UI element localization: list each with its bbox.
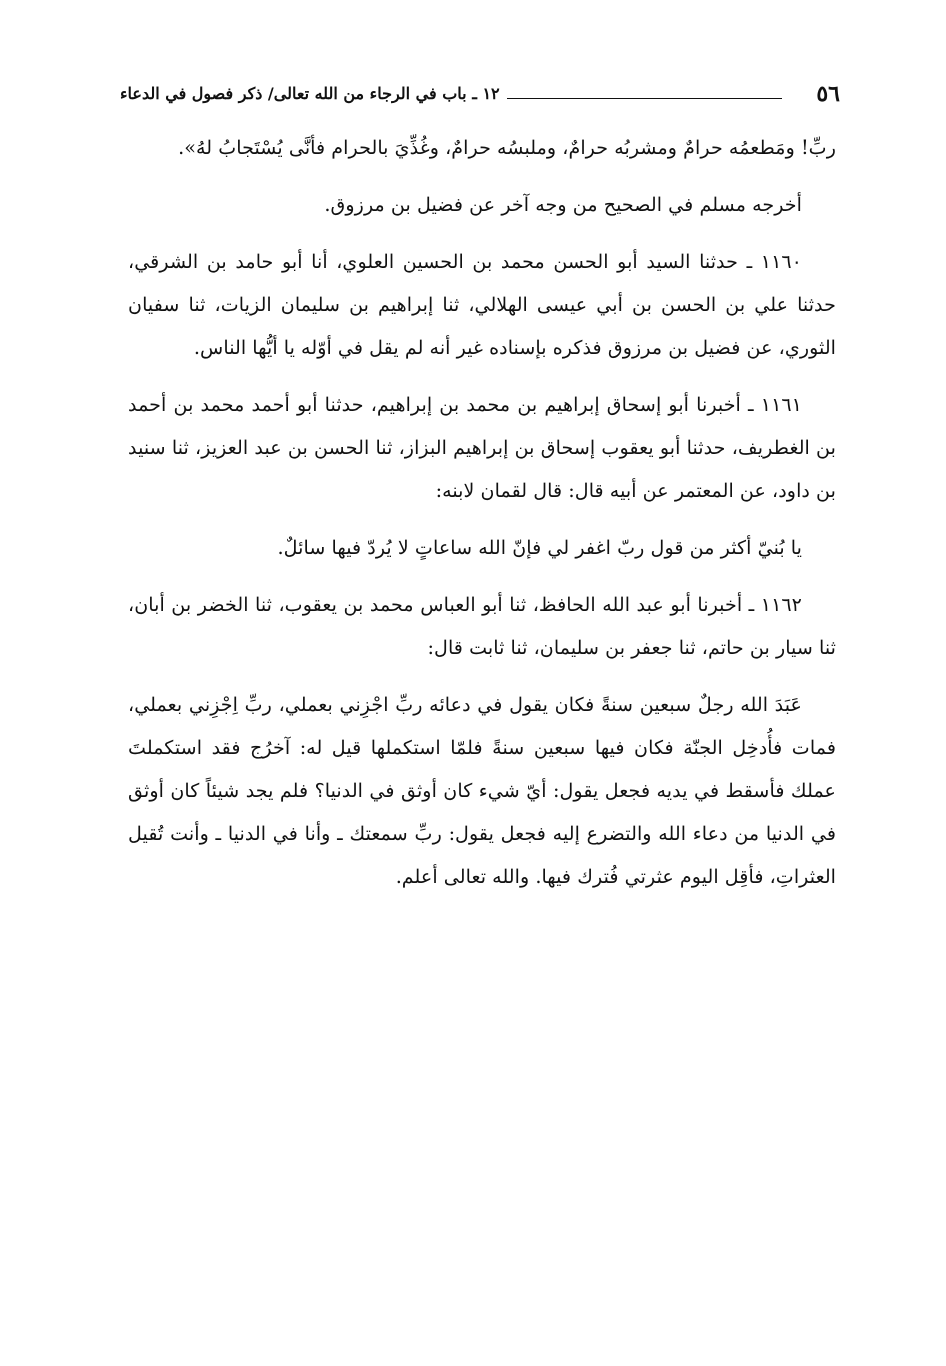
paragraph-takhrij: أخرجه مسلم في الصحيح من وجه آخر عن فضيل بن مرزوق. bbox=[324, 193, 802, 216]
paragraph-1161: ١١٦١ ـ أخبرنا أبو إسحاق إبراهيم بن محمد بن إبراهيم، حدثنا أبو أحمد محمد بن أحمد بن الغطريف، حدثنا أبو يعقوب إسحاق بن إبراهيم البزاز، ثنا الحسن بن عبد العزيز، ثنا سنيد بن داود، عن المعتمر عن أبيه قال: قال لقمان لابنه: bbox=[128, 393, 836, 502]
paragraph-luqman-saying: يا بُنيّ أكثر من قول ربّ اغفر لي فإنّ الله ساعاتٍ لا يُردّ فيها سائلٌ. bbox=[277, 536, 802, 559]
page-header bbox=[120, 78, 840, 112]
page-number: ٥٦ bbox=[816, 81, 840, 107]
paragraph-hadith-end: ربِّ! ومَطعمُه حرامٌ ومشربُه حرامٌ، وملبسُه حرامٌ، وغُذِّيَ بالحرام فأنَّى يُسْتَجابُ لهُ». bbox=[178, 136, 836, 159]
body-text bbox=[128, 126, 836, 898]
paragraph-1162: ١١٦٢ ـ أخبرنا أبو عبد الله الحافظ، ثنا أبو العباس محمد بن يعقوب، ثنا الخضر بن أبان، ثنا سيار بن حاتم، ثنا جعفر بن سليمان، ثنا ثابت قال: bbox=[128, 593, 836, 659]
paragraph-1160: ١١٦٠ ـ حدثنا السيد أبو الحسن محمد بن الحسين العلوي، أنا أبو حامد بن الشرقي، حدثنا علي بن الحسن بن أبي عيسى الهلالي، ثنا إبراهيم بن سليمان الزيات، ثنا سفيان الثوري، عن فضيل بن مرزوق فذكره بإسناده غير أنه لم يقل في أوّله يا أيُّها الناس. bbox=[128, 250, 836, 359]
header-rule bbox=[507, 98, 782, 99]
paragraph-story: عَبَدَ الله رجلٌ سبعين سنةً فكان يقول في دعائه ربِّ اجْزِني بعملي، ربِّ اِجْزِني بعملي، فمات فأُدخِل الجنّة فكان فيها سبعين سنةً فلمّا استكملها قيل له: آخرُج فقد استكملتَ عملك فأسقط في يديه فجعل يقول: أيّ شيء كان أوثق في الدنيا؟ فلم يجد شيئاً كان أوثق في الدنيا من دعاء الله والتضرع إليه فجعل يقول: ربِّ سمعتك ـ وأنا في الدنيا ـ وأنت تُقيل العثراتِ، فأقِل اليوم عثرتي فُترك فيها. والله تعالى أعلم. bbox=[128, 693, 836, 888]
running-title: ١٢ ـ باب في الرجاء من الله تعالى/ ذكر فصول في الدعاء bbox=[120, 84, 500, 103]
